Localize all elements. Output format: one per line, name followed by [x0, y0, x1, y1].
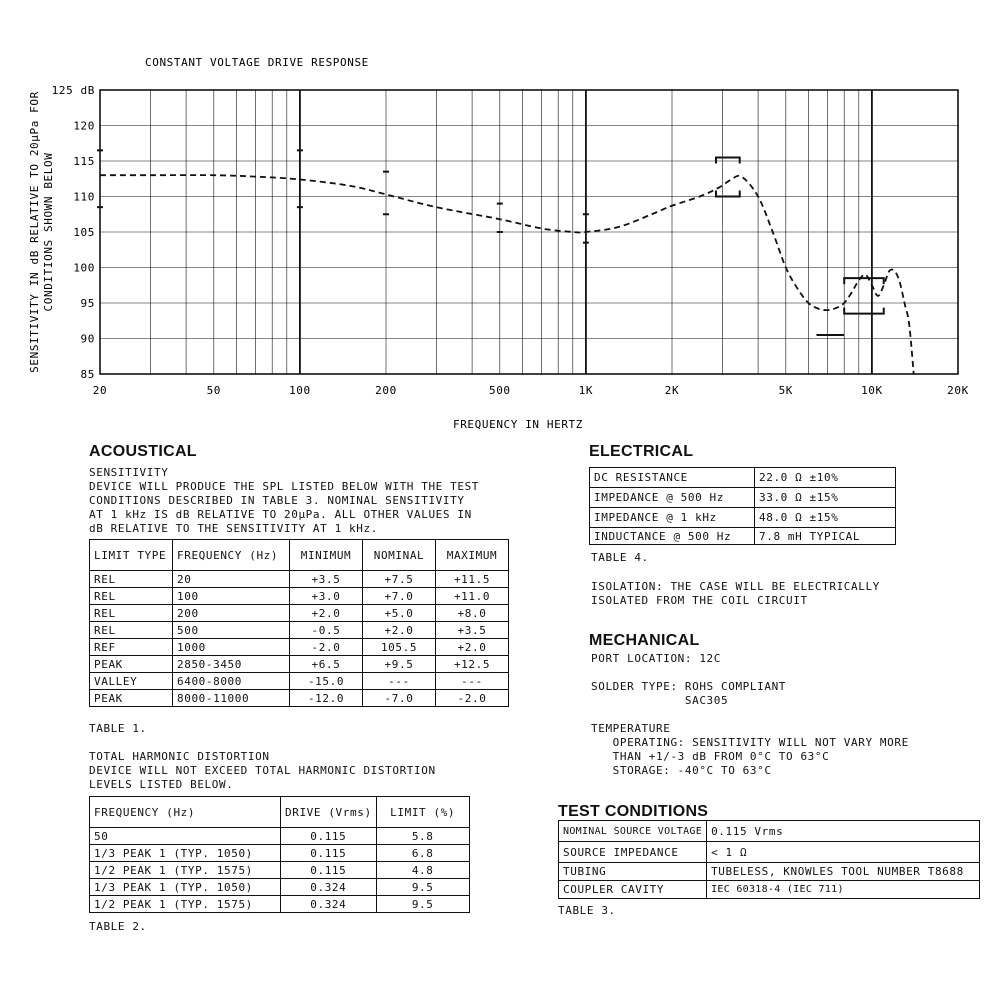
table-row: [90, 828, 470, 845]
table-cell: 100: [173, 588, 290, 605]
table-cell: 7.8 mH TYPICAL: [755, 528, 896, 545]
table-cell: REF: [90, 639, 173, 656]
table-cell: REL: [90, 622, 173, 639]
isolation-text: [591, 580, 880, 608]
table-header: MAXIMUM: [436, 540, 509, 571]
table-cell: 50: [90, 828, 281, 845]
table-cell: +8.0: [436, 605, 509, 622]
table-4-electrical: [589, 467, 896, 545]
table-3-test-conditions: [558, 820, 980, 899]
table-row: [559, 881, 980, 899]
table-row: [90, 845, 470, 862]
table-cell: 1/3 PEAK 1 (TYP. 1050): [90, 845, 281, 862]
table-row: [590, 468, 896, 488]
table-cell: TUBELESS, KNOWLES TOOL NUMBER T8688: [707, 863, 980, 881]
table-cell: 0.115: [281, 828, 377, 845]
table-row: [90, 639, 509, 656]
table-cell: -2.0: [290, 639, 363, 656]
table-cell: 1/3 PEAK 1 (TYP. 1050): [90, 879, 281, 896]
table-header: NOMINAL: [363, 540, 436, 571]
table-cell: TUBING: [559, 863, 707, 881]
table-cell: +3.0: [290, 588, 363, 605]
table-cell: 1000: [173, 639, 290, 656]
text-line: SENSITIVITY: [89, 466, 169, 479]
table-cell: REL: [90, 588, 173, 605]
sensitivity-text: [89, 466, 479, 536]
x-tick-label: 20K: [947, 384, 969, 397]
limit-bracket-max: [716, 157, 740, 163]
table-cell: 0.115: [281, 862, 377, 879]
table-cell: +3.5: [290, 571, 363, 588]
table-cell: 4.8: [376, 862, 469, 879]
table-cell: 1/2 PEAK 1 (TYP. 1575): [90, 862, 281, 879]
table-cell: PEAK: [90, 690, 173, 707]
table-cell: COUPLER CAVITY: [559, 881, 707, 899]
table-cell: 0.324: [281, 896, 377, 913]
text-line: LEVELS LISTED BELOW.: [89, 778, 234, 791]
table-cell: IMPEDANCE @ 500 Hz: [590, 488, 755, 508]
chart-title: CONSTANT VOLTAGE DRIVE RESPONSE: [145, 56, 369, 69]
table-cell: SOURCE IMPEDANCE: [559, 842, 707, 863]
text-line: ISOLATED FROM THE COIL CIRCUIT: [591, 594, 808, 607]
table-cell: ---: [436, 673, 509, 690]
y-tick-label: 110: [73, 190, 95, 204]
x-tick-label: 20: [92, 384, 108, 397]
table-cell: IMPEDANCE @ 1 kHz: [590, 508, 755, 528]
table-cell: 48.0 Ω ±15%: [755, 508, 896, 528]
y-tick-label: 100: [73, 261, 95, 275]
table-cell: -0.5: [290, 622, 363, 639]
table-cell: 6400-8000: [173, 673, 290, 690]
text-line: DEVICE WILL PRODUCE THE SPL LISTED BELOW WITH THE TEST: [89, 480, 480, 493]
text-line: [591, 666, 909, 680]
table-cell: VALLEY: [90, 673, 173, 690]
table-cell: 9.5: [376, 896, 469, 913]
text-line: AT 1 kHz IS dB RELATIVE TO 20μPa. ALL OTHER VALUES IN: [89, 508, 472, 521]
y-axis-label-line: CONDITIONS SHOWN BELOW: [42, 152, 55, 312]
y-tick-label: 120: [73, 119, 95, 133]
table-cell: 2850-3450: [173, 656, 290, 673]
table-cell: +2.0: [363, 622, 436, 639]
table-2-caption: TABLE 2.: [89, 920, 147, 933]
text-line: [591, 708, 909, 722]
limit-bracket-min: [716, 191, 740, 197]
mechanical-heading: MECHANICAL: [589, 632, 700, 649]
text-line: SAC305: [591, 694, 729, 707]
table-cell: 200: [173, 605, 290, 622]
table-header-row: [90, 540, 509, 571]
table-cell: +7.0: [363, 588, 436, 605]
table-cell: +2.0: [290, 605, 363, 622]
table-row: [90, 879, 470, 896]
table-cell: +12.5: [436, 656, 509, 673]
table-cell: < 1 Ω: [707, 842, 980, 863]
table-cell: 20: [173, 571, 290, 588]
table-cell: +11.5: [436, 571, 509, 588]
text-line: OPERATING: SENSITIVITY WILL NOT VARY MORE: [591, 736, 909, 749]
y-tick-label: 115: [73, 155, 95, 168]
grid-minor: [100, 90, 958, 374]
table-header: MINIMUM: [290, 540, 363, 571]
x-tick-label: 1K: [578, 384, 594, 397]
table-cell: 0.115: [281, 845, 377, 862]
frequency-response-chart: [0, 0, 1000, 440]
limit-bracket-min: [844, 308, 884, 314]
table-row: [559, 863, 980, 881]
text-line: ISOLATION: THE CASE WILL BE ELECTRICALLY: [591, 580, 880, 593]
y-axis-label-line: SENSITIVITY IN dB RELATIVE TO 20μPa FOR: [28, 91, 41, 373]
table-cell: 9.5: [376, 879, 469, 896]
table-cell: -2.0: [436, 690, 509, 707]
y-tick-label: 105: [73, 226, 95, 239]
text-line: STORAGE: -40°C TO 63°C: [591, 764, 772, 777]
table-2-thd: [89, 796, 470, 913]
table-1-sensitivity: [89, 539, 509, 707]
text-line: PORT LOCATION: 12C: [591, 652, 722, 665]
response-curve: [100, 175, 914, 374]
y-tick-label: 85: [80, 368, 95, 381]
text-line: dB RELATIVE TO THE SENSITIVITY AT 1 kHz.: [89, 522, 378, 535]
table-cell: 0.115 Vrms: [707, 821, 980, 842]
table-cell: 105.5: [363, 639, 436, 656]
table-row: [90, 656, 509, 673]
limit-bracket-max: [844, 278, 884, 284]
table-row: [559, 842, 980, 863]
table-header-row: [90, 797, 470, 828]
table-row: [90, 571, 509, 588]
table-cell: 22.0 Ω ±10%: [755, 468, 896, 488]
electrical-heading: ELECTRICAL: [589, 443, 694, 460]
table-cell: 33.0 Ω ±15%: [755, 488, 896, 508]
table-cell: IEC 60318-4 (IEC 711): [707, 881, 980, 899]
table-cell: INDUCTANCE @ 500 Hz: [590, 528, 755, 545]
x-tick-labels: [93, 384, 969, 397]
x-tick-label: 2K: [664, 384, 680, 397]
table-row: [590, 528, 896, 545]
table-cell: -7.0: [363, 690, 436, 707]
table-cell: NOMINAL SOURCE VOLTAGE: [559, 821, 707, 842]
table-row: [590, 508, 896, 528]
y-tick-label: 95: [80, 297, 95, 310]
table-cell: PEAK: [90, 656, 173, 673]
table-row: [90, 622, 509, 639]
table-1-caption: TABLE 1.: [89, 722, 147, 735]
table-cell: +7.5: [363, 571, 436, 588]
table-cell: -15.0: [290, 673, 363, 690]
text-line: TOTAL HARMONIC DISTORTION: [89, 750, 270, 763]
table-cell: ---: [363, 673, 436, 690]
table-cell: +3.5: [436, 622, 509, 639]
x-tick-label: 50: [206, 384, 222, 397]
text-line: DEVICE WILL NOT EXCEED TOTAL HARMONIC DISTORTION: [89, 764, 436, 777]
y-tick-label: 125 dB: [51, 84, 95, 97]
table-header: LIMIT (%): [376, 797, 469, 828]
text-line: CONDITIONS DESCRIBED IN TABLE 3. NOMINAL SENSITIVITY: [89, 494, 465, 507]
table-cell: 6.8: [376, 845, 469, 862]
table-cell: 1/2 PEAK 1 (TYP. 1575): [90, 896, 281, 913]
x-tick-label: 5K: [778, 384, 794, 397]
table-cell: REL: [90, 605, 173, 622]
y-tick-labels: [52, 84, 95, 381]
table-cell: +2.0: [436, 639, 509, 656]
x-axis-label: FREQUENCY IN HERTZ: [452, 418, 584, 431]
x-tick-label: 200: [375, 384, 397, 397]
y-tick-label: 90: [80, 332, 95, 346]
text-line: TEMPERATURE: [591, 722, 671, 735]
thd-text: [89, 750, 436, 792]
table-header: FREQUENCY (Hz): [90, 797, 281, 828]
text-line: SOLDER TYPE: ROHS COMPLIANT: [591, 680, 787, 693]
table-row: [90, 862, 470, 879]
table-3-caption: TABLE 3.: [558, 904, 616, 917]
y-axis-label: [28, 91, 55, 373]
table-row: [90, 690, 509, 707]
table-cell: +9.5: [363, 656, 436, 673]
table-cell: -12.0: [290, 690, 363, 707]
table-row: [559, 821, 980, 842]
table-cell: 500: [173, 622, 290, 639]
text-line: THAN +1/-3 dB FROM 0°C TO 63°C: [591, 750, 830, 763]
test-conditions-heading: TEST CONDITIONS: [558, 803, 709, 820]
table-row: [90, 896, 470, 913]
acoustical-heading: ACOUSTICAL: [89, 443, 197, 460]
x-tick-label: 10K: [861, 384, 883, 397]
table-cell: 5.8: [376, 828, 469, 845]
mechanical-text: [591, 652, 909, 778]
table-header: FREQUENCY (Hz): [173, 540, 290, 571]
table-row: [90, 673, 509, 690]
x-tick-label: 100: [289, 384, 311, 397]
limit-markers: [97, 150, 884, 335]
table-cell: +11.0: [436, 588, 509, 605]
x-tick-label: 500: [488, 384, 511, 397]
table-header: LIMIT TYPE: [90, 540, 173, 571]
table-cell: +6.5: [290, 656, 363, 673]
table-cell: 8000-11000: [173, 690, 290, 707]
table-cell: 0.324: [281, 879, 377, 896]
table-cell: REL: [90, 571, 173, 588]
table-cell: DC RESISTANCE: [590, 468, 755, 488]
table-4-caption: TABLE 4.: [591, 551, 649, 564]
table-header: DRIVE (Vrms): [281, 797, 377, 828]
series-group: [100, 175, 914, 374]
table-row: [90, 588, 509, 605]
table-cell: +5.0: [363, 605, 436, 622]
table-row: [590, 488, 896, 508]
table-row: [90, 605, 509, 622]
